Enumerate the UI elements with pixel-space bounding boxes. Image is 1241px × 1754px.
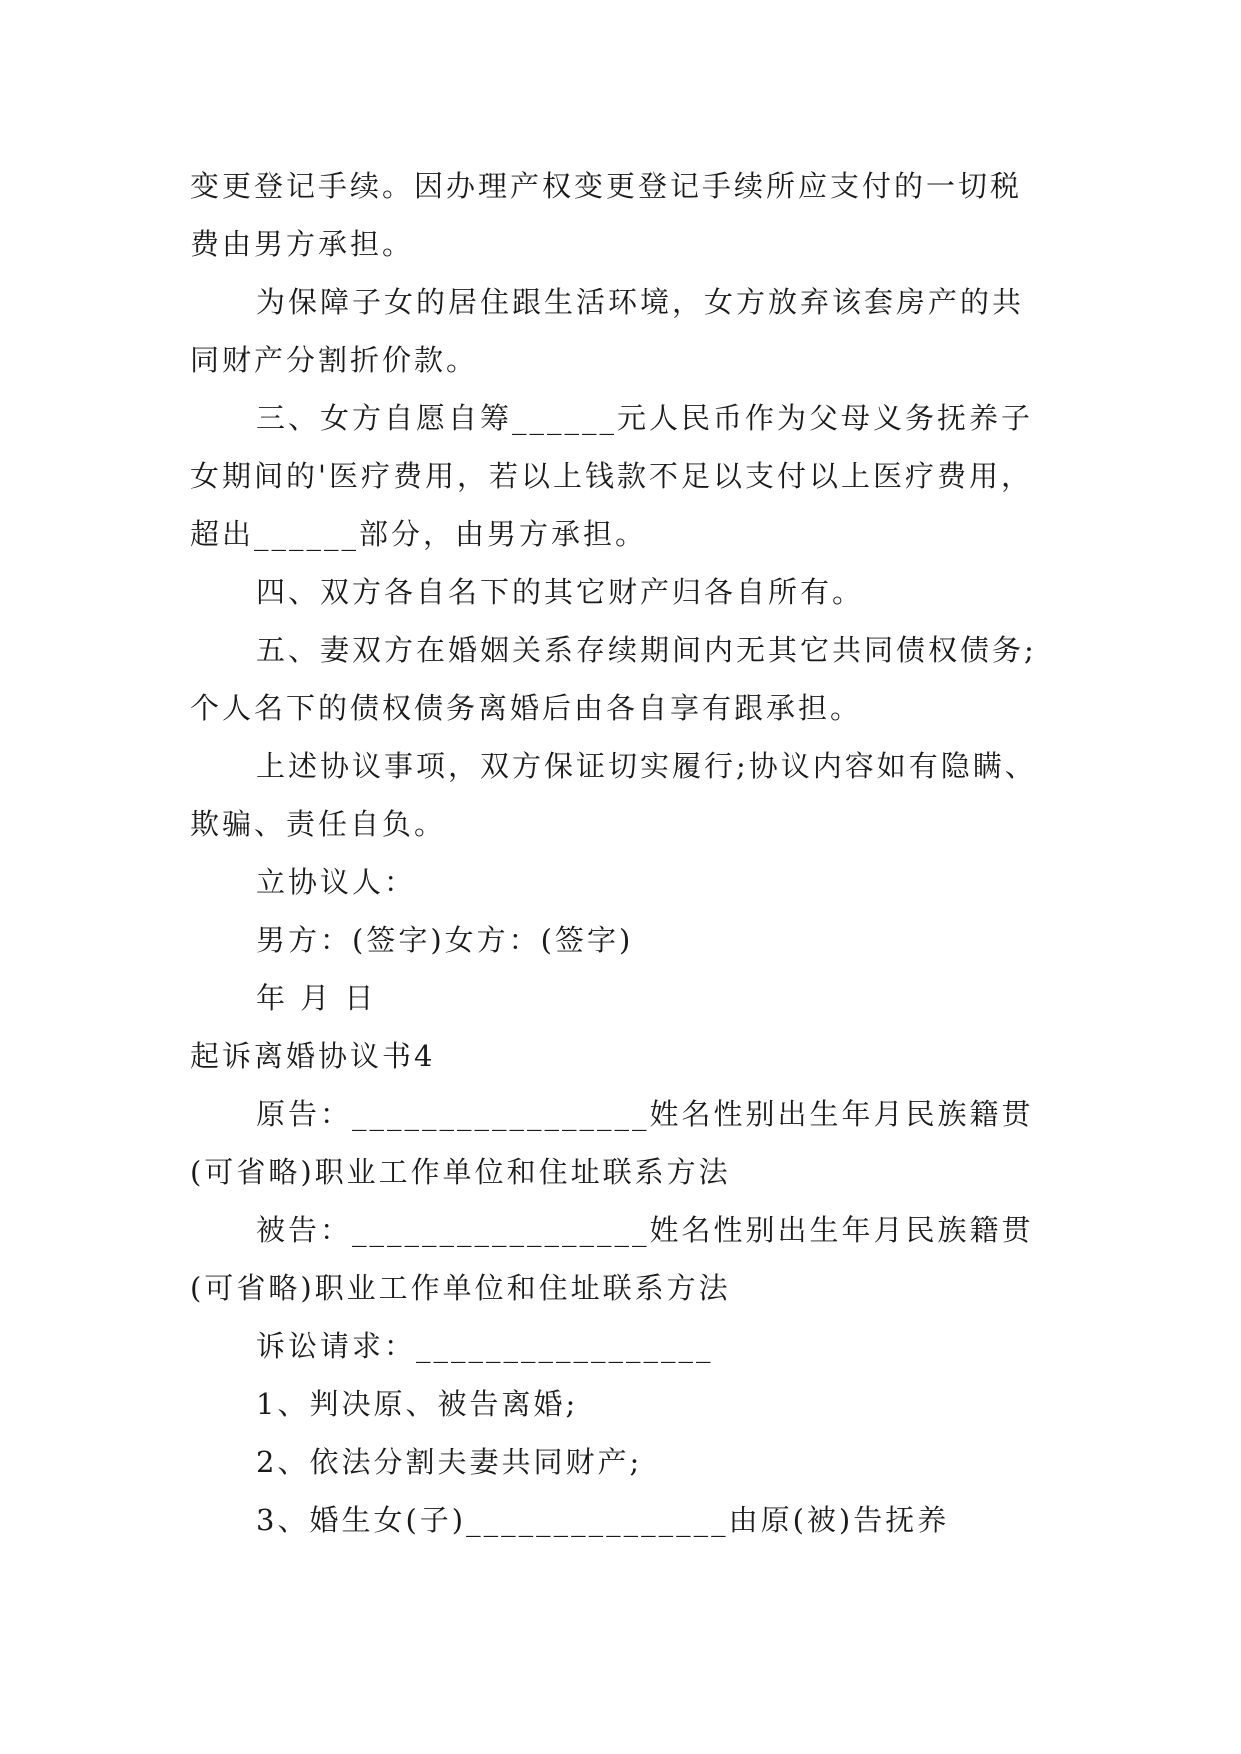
list-item: 2、依法分割夫妻共同财产;: [256, 1445, 643, 1479]
text-line: 女期间的'医疗费用，若以上钱款不足以支付以上医疗费用，: [190, 459, 1033, 493]
text-line: 被告：_________________姓名性别出生年月民族籍贯: [256, 1213, 1034, 1247]
text-line: 诉讼请求：_________________: [256, 1329, 714, 1363]
text-line: 超出______部分，由男方承担。: [190, 517, 648, 551]
list-item: 3、婚生女(子)_______________由原(被)告抚养: [256, 1503, 950, 1537]
text-line: 上述协议事项，双方保证切实履行;协议内容如有隐瞒、: [256, 749, 1037, 783]
date-line: 年 月 日: [256, 981, 377, 1015]
list-item: 1、判决原、被告离婚;: [256, 1387, 579, 1421]
text-line: 三、女方自愿自筹______元人民币作为父母义务抚养子: [256, 401, 1034, 435]
section-title: 起诉离婚协议书4: [190, 1039, 436, 1073]
text-line: 立协议人：: [256, 865, 417, 899]
text-line: 四、双方各自名下的其它财产归各自所有。: [256, 575, 865, 609]
text-line: 变更登记手续。因办理产权变更登记手续所应支付的一切税: [190, 169, 1023, 203]
text-line: 费由男方承担。: [190, 227, 415, 261]
text-line: 男方：(签字)女方：(签字): [256, 923, 634, 957]
text-line: 五、妻双方在婚姻关系存续期间内无其它共同债权债务;: [256, 633, 1037, 667]
text-line: 原告：_________________姓名性别出生年月民族籍贯: [256, 1097, 1034, 1131]
text-line: 欺骗、责任自负。: [190, 807, 447, 841]
text-line: (可省略)职业工作单位和住址联系方法: [190, 1155, 731, 1189]
text-line: 同财产分割折价款。: [190, 343, 479, 377]
text-line: (可省略)职业工作单位和住址联系方法: [190, 1271, 731, 1305]
text-line: 为保障子女的居住跟生活环境，女方放弃该套房产的共: [256, 285, 1025, 319]
text-line: 个人名下的债权债务离婚后由各自享有跟承担。: [190, 691, 863, 725]
